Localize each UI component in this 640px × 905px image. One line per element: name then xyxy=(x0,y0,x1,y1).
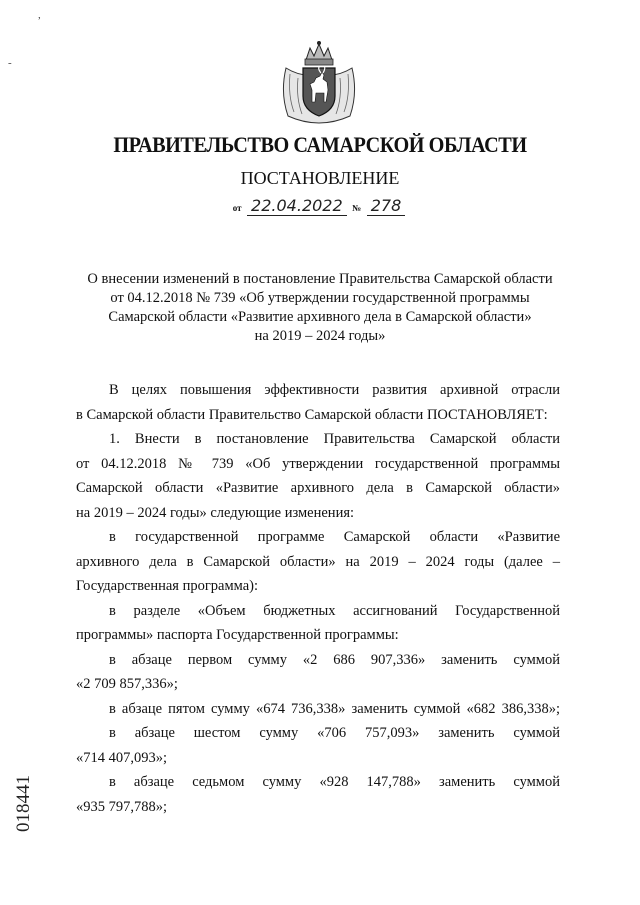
body-line: В целях повышения эффективности развития архивной отрасли xyxy=(109,382,560,398)
body-line: «2 709 857,336»; xyxy=(76,676,178,692)
body-line: в Самарской области Правительство Самарской области ПОСТАНОВЛЯЕТ: xyxy=(76,406,548,423)
body-line: Государственная программа): xyxy=(76,578,259,594)
number-sign: № xyxy=(352,203,362,213)
coat-of-arms-icon xyxy=(276,38,362,126)
body-line: программы» паспорта Государственной программы: xyxy=(76,627,399,643)
subject-line: Самарской области «Развитие архивного дела в Самарской области» xyxy=(108,309,532,325)
body-line: в абзаце седьмом сумму «928 147,788» заменить суммой xyxy=(109,774,560,790)
body-line: от 04.12.2018 № 739 «Об утверждении государственной программы xyxy=(76,455,560,472)
body-line: в государственной программе Самарской области «Развитие xyxy=(109,529,560,545)
margin-mark-top: , xyxy=(38,9,41,21)
margin-mark-left: - xyxy=(8,57,12,69)
subject-line: О внесении изменений в постановление Правительства Самарской области xyxy=(87,271,553,287)
body-line: в разделе «Объем бюджетных ассигнований Государственной xyxy=(109,602,560,619)
subject-line: от 04.12.2018 № 739 «Об утверждении государственной программы xyxy=(110,290,530,306)
date-prefix: от xyxy=(232,203,242,213)
number-value: 278 xyxy=(367,196,406,216)
date-value: 22.04.2022 xyxy=(247,196,347,216)
body-line: Самарской области «Развитие архивного дела в Самарской области» xyxy=(76,480,560,496)
document-type: ПОСТАНОВЛЕНИЕ xyxy=(240,168,400,188)
subject-line: на 2019 – 2024 годы» xyxy=(254,328,386,344)
document-body xyxy=(76,378,560,819)
body-line: «714 407,093»; xyxy=(76,749,168,766)
body-line: архивного дела в Самарской области» на 2019 – 2024 годы (далее – xyxy=(76,553,560,570)
body-line: в абзаце первом сумму «2 686 907,336» заменить суммой xyxy=(109,651,560,668)
body-line: в абзаце пятом сумму «674 736,338» заменить суммой «682 386,338»; xyxy=(109,700,560,717)
body-line: «935 797,788»; xyxy=(76,798,168,815)
body-line: на 2019 – 2024 годы» следующие изменения: xyxy=(76,504,355,521)
government-title: ПРАВИТЕЛЬСТВО САМАРСКОЙ ОБЛАСТИ xyxy=(113,132,527,157)
body-line: 1. Внести в постановление Правительства Самарской области xyxy=(109,431,560,447)
margin-serial-number: 018441 xyxy=(13,775,34,832)
date-number-line xyxy=(0,196,640,216)
body-line: в абзаце шестом сумму «706 757,093» заменить суммой xyxy=(109,725,560,741)
document-subject xyxy=(70,270,570,346)
